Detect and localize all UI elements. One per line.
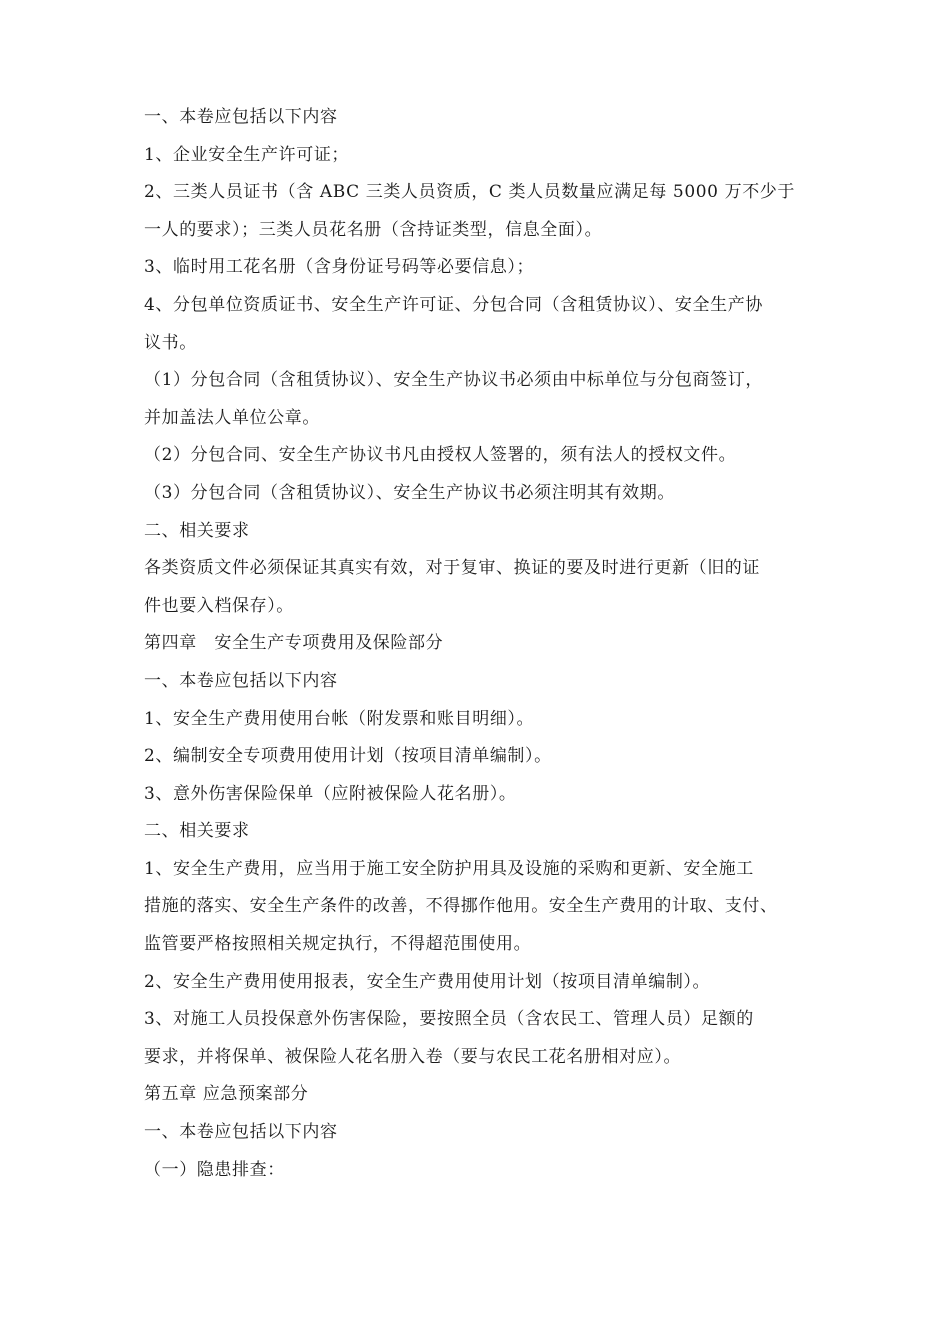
chapter-heading: 第四章 安全生产专项费用及保险部分	[144, 633, 444, 654]
list-item-continued: 议书。	[144, 332, 197, 353]
section-heading: 一、本卷应包括以下内容	[144, 670, 338, 691]
list-item: 4、分包单位资质证书、安全生产许可证、分包合同（含租赁协议）、安全生产协	[144, 294, 763, 315]
list-item-continued: 措施的落实、安全生产条件的改善，不得挪作他用。安全生产费用的计取、支付、	[144, 896, 778, 917]
list-item: 2、三类人员证书（含 ABC 三类人员资质，C 类人员数量应满足每 5000 万不少于	[144, 182, 795, 203]
sub-heading: （一）隐患排查：	[144, 1159, 285, 1180]
section-heading: 一、本卷应包括以下内容	[144, 107, 338, 127]
sub-item: （1）分包合同（含租赁协议）、安全生产协议书必须由中标单位与分包商签订，	[144, 370, 763, 391]
list-item: 3、对施工人员投保意外伤害保险，要按照全员（含农民工、管理人员）足额的	[144, 1009, 754, 1030]
paragraph: 各类资质文件必须保证其真实有效，对于复审、换证的要及时进行更新（旧的证	[144, 558, 760, 579]
list-item: 2、编制安全专项费用使用计划（按项目清单编制）。	[144, 746, 552, 767]
chapter-heading: 第五章 应急预案部分	[144, 1084, 309, 1105]
list-item: 1、安全生产费用使用台帐（附发票和账目明细）。	[144, 708, 535, 729]
section-heading: 二、相关要求	[144, 520, 250, 541]
list-item-continued: 一人的要求）；三类人员花名册（含持证类型，信息全面）。	[144, 219, 603, 240]
sub-item: （3）分包合同（含租赁协议）、安全生产协议书必须注明其有效期。	[144, 482, 675, 503]
list-item: 3、临时用工花名册（含身份证号码等必要信息）；	[144, 257, 535, 278]
document-body	[144, 101, 814, 1191]
sub-item: （2）分包合同、安全生产协议书凡由授权人签署的，须有法人的授权文件。	[144, 445, 737, 466]
list-item-continued: 监管要严格按照相关规定执行，不得超范围使用。	[144, 934, 532, 955]
section-heading: 二、相关要求	[144, 821, 250, 842]
list-item: 1、企业安全生产许可证；	[144, 144, 350, 165]
list-item: 2、安全生产费用使用报表，安全生产费用使用计划（按项目清单编制）。	[144, 971, 711, 992]
list-item-continued: 要求，并将保单、被保险人花名册入卷（要与农民工花名册相对应）。	[144, 1046, 682, 1067]
list-item: 3、意外伤害保险保单（应附被保险人花名册）。	[144, 783, 517, 804]
paragraph-continued: 件也要入档保存）。	[144, 595, 294, 616]
section-heading: 一、本卷应包括以下内容	[144, 1122, 338, 1143]
sub-item-continued: 并加盖法人单位公章。	[144, 407, 320, 428]
list-item: 1、安全生产费用，应当用于施工安全防护用具及设施的采购和更新、安全施工	[144, 858, 754, 879]
